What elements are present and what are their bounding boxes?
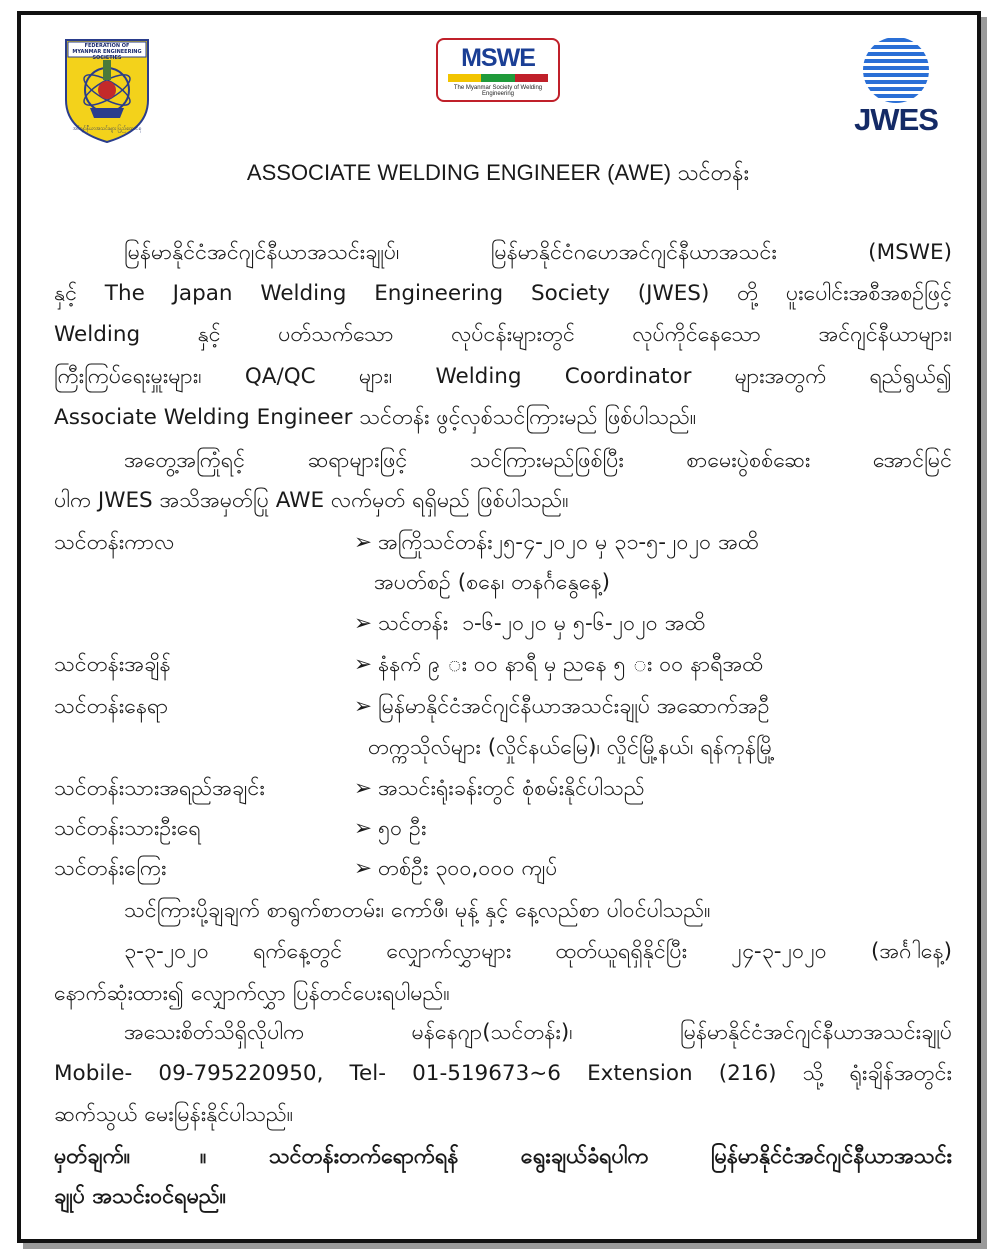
count-value: [354, 814, 426, 844]
count-value-text: ၅၀ ဦး: [378, 816, 427, 841]
intro-line-2: နှင့် The Japan Welding Engineering Society (JWES) တို့ ပူးပေါင်းအစီအစဉ်ဖြင့်: [54, 281, 952, 306]
mswe-bar-green: [481, 74, 514, 82]
contact-line-2: Mobile- 09-795220950, Tel- 01-519673~6 Extension (216) သို့ ရုံးချိန်အတွင်း: [54, 1061, 952, 1086]
count-label: သင်တန်းသားဦးရေ: [54, 816, 201, 841]
intro-line-1: မြန်မာနိုင်ငံအင်ဂျင်နီယာအသင်းချုပ်၊ မြန်မာနိုင်ငံဂဟေအင်ဂျင်နီယာအသင်း (MSWE): [124, 240, 952, 265]
arrow-icon: ➢: [354, 530, 373, 555]
mswe-subtitle: The Myanmar Society of Welding Engineering: [453, 85, 543, 97]
time-value: [354, 650, 763, 680]
fmes-logo: [62, 38, 152, 144]
fmes-line2: MYANMAR ENGINEERING SOCIETIES: [72, 49, 142, 61]
arrow-icon: ➢: [354, 776, 373, 801]
time-label: သင်တန်းအချိန်: [54, 652, 171, 677]
para2-line-1: အတွေ့အကြုံရင့် ဆရာများဖြင့် သင်ကြားမည်ဖြစ်ပြီး စာမေးပွဲစစ်ဆေး အောင်မြင်: [124, 448, 952, 473]
mswe-bar-red: [515, 74, 548, 82]
time-value-text: နံနက် ၉ း ၀၀ နာရီ မှ ညနေ ၅ း ၀၀ နာရီအထိ: [378, 652, 764, 677]
jwes-wordmark: JWES: [854, 102, 938, 137]
arrow-icon: ➢: [354, 816, 373, 841]
period-value-1: [354, 528, 759, 558]
fee-label: သင်တန်းကြေး: [54, 856, 167, 881]
mswe-bar-yellow: [448, 74, 481, 82]
note-line-1: ။ သင်တန်းတက်ရောက်ရန် ရွေးချယ်ခံရပါက မြန်မာနိုင်ငံအင်ဂျင်နီယာအသင်း: [200, 1144, 952, 1169]
qualification-value-text: အသင်းရုံးခန်းတွင် စုံစမ်းနိုင်ပါသည်: [378, 776, 645, 801]
intro-line-4: ကြီးကြပ်ရေးမှူးများ၊ QA/QC များ၊ Welding Coordinator များအတွက် ရည်ရွယ်၍: [54, 364, 952, 389]
contact-line-3: ဆက်သွယ် မေးမြန်းနိုင်ပါသည်။: [54, 1102, 294, 1127]
venue-value-2: တက္ကသိုလ်များ (လှိုင်နယ်မြေ)၊ လှိုင်မြို့နယ်၊ ရန်ကုန်မြို့: [368, 735, 776, 760]
period-value-1-text: အကြိုသင်တန်း၂၅-၄-၂၀၂၀ မှ ၃၁-၅-၂၀၂၀ အထိ: [378, 530, 759, 555]
period-label: သင်တန်းကာလ: [54, 530, 175, 555]
contact-line-1: အသေးစိတ်သိရှိလိုပါက မန်နေဂျာ(သင်တန်း)၊ မြန်မာနိုင်ငံအင်ဂျင်နီယာအသင်းချုပ်: [124, 1020, 952, 1045]
mswe-wordmark: MSWE: [461, 44, 535, 72]
fmes-line1: FEDERATION OF: [84, 43, 130, 49]
fee-value: [354, 854, 558, 884]
fmes-myanmar-name: အင်ဂျင်နီယာအသင်းများ ပြည်ထောင်စု: [72, 126, 142, 132]
qualification-label: သင်တန်းသားအရည်အချင်း: [54, 776, 265, 801]
arrow-icon: ➢: [354, 611, 373, 636]
fee-value-text: တစ်ဦး ၃၀၀,၀၀၀ ကျပ်: [378, 856, 558, 881]
intro-line-5: Associate Welding Engineer သင်တန်း ဖွင့်လှစ်သင်ကြားမည် ဖြစ်ပါသည်။: [54, 405, 697, 430]
documents-line: သင်ကြားပို့ချချက် စာရွက်စာတမ်း၊ ကော်ဖီ၊ မုန့် နှင့် နေ့လည်စာ ပါဝင်ပါသည်။: [124, 898, 711, 923]
jwes-globe-icon: [846, 36, 946, 106]
fmes-name: [68, 43, 146, 61]
arrow-icon: ➢: [354, 856, 373, 881]
mswe-logo: [436, 38, 560, 102]
venue-label: သင်တန်းနေရာ: [54, 694, 169, 719]
apply-line-2: နောက်ဆုံးထား၍ လျှောက်လွှာ ပြန်တင်ပေးရပါမည်။: [54, 981, 450, 1006]
arrow-icon: ➢: [354, 694, 373, 719]
note-label: မှတ်ချက်။: [54, 1144, 131, 1169]
para2-line-2: ပါက JWES အသိအမှတ်ပြု AWE လက်မှတ် ရရှိမည် ဖြစ်ပါသည်။: [54, 488, 569, 513]
period-value-2-text: သင်တန်း ၁-၆-၂၀၂၀ မှ ၅-၆-၂၀၂၀ အထိ: [378, 611, 706, 636]
intro-line-3: Welding နှင့် ပတ်သက်သော လုပ်ငန်းများတွင် လုပ်ကိုင်နေသော အင်ဂျင်နီယာများ၊: [54, 322, 952, 347]
period-value-2: [354, 609, 705, 639]
qualification-value: [354, 774, 645, 804]
apply-line-1: ၃-၃-၂၀၂၀ ရက်နေ့တွင် လျှောက်လွှာများ ထုတ်ယူရရှိနိုင်ပြီး ၂၄-၃-၂၀၂၀ (အင်္ဂါနေ့): [124, 939, 952, 964]
period-value-1b: အပတ်စဉ် (စနေ၊ တနင်္ဂနွေနေ့): [374, 570, 611, 595]
arrow-icon: ➢: [354, 652, 373, 677]
mswe-color-bars: [448, 74, 548, 82]
note-line-2: ချုပ် အသင်းဝင်ရမည်။: [54, 1184, 227, 1209]
page-title: ASSOCIATE WELDING ENGINEER (AWE) သင်တန်း: [246, 160, 750, 185]
venue-value: [354, 692, 770, 722]
venue-value-text: မြန်မာနိုင်ငံအင်ဂျင်နီယာအသင်းချုပ် အဆောက်အဦ: [378, 694, 770, 719]
jwes-logo: [846, 36, 946, 140]
